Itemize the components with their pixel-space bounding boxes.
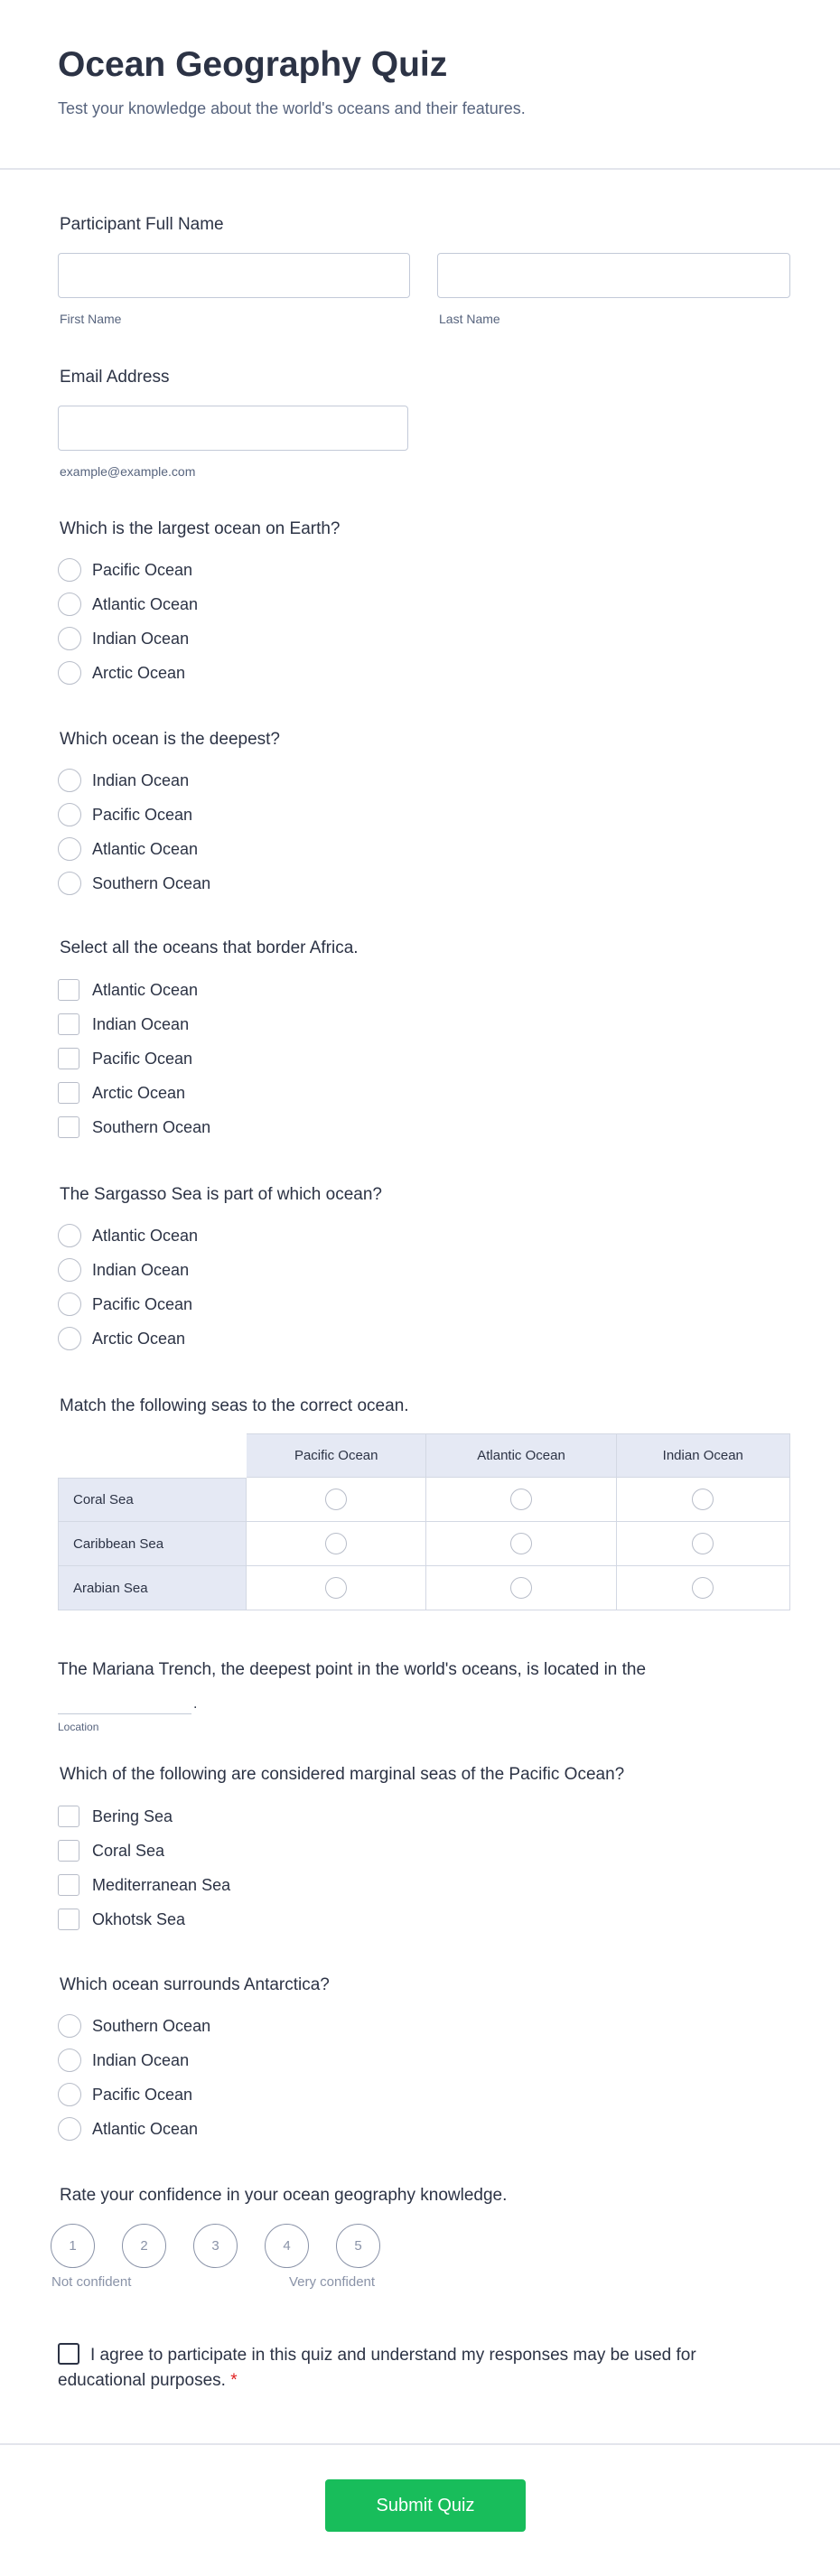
option-label: Okhotsk Sea bbox=[92, 1909, 186, 1928]
matrix-column-header: Pacific Ocean bbox=[247, 1433, 426, 1478]
options-group bbox=[58, 2009, 210, 2146]
radio-option[interactable] bbox=[58, 1321, 198, 1356]
checkbox-option[interactable] bbox=[58, 973, 210, 1007]
radio-option[interactable] bbox=[58, 2112, 210, 2146]
option-label: Southern Ocean bbox=[92, 873, 211, 892]
rating-option-5[interactable]: 5 bbox=[336, 2224, 380, 2268]
option-label: Atlantic Ocean bbox=[92, 594, 199, 613]
consent-checkbox[interactable] bbox=[58, 2343, 79, 2365]
last-name-sublabel: Last Name bbox=[439, 312, 500, 326]
checkbox-option[interactable] bbox=[58, 1007, 210, 1041]
radio-option[interactable] bbox=[58, 1218, 198, 1253]
radio-option[interactable] bbox=[58, 1253, 198, 1287]
radio-option[interactable] bbox=[58, 656, 198, 690]
option-label: Atlantic Ocean bbox=[92, 1226, 199, 1245]
rating-low-label: Not confident bbox=[51, 2274, 132, 2290]
footer-divider bbox=[0, 2443, 840, 2445]
rating-option-3[interactable]: 3 bbox=[193, 2224, 238, 2268]
radio-button[interactable] bbox=[58, 593, 81, 616]
checkbox-option[interactable] bbox=[58, 1799, 230, 1834]
radio-option[interactable] bbox=[58, 2009, 210, 2043]
radio-button[interactable] bbox=[58, 1258, 81, 1282]
option-label: Pacific Ocean bbox=[92, 1049, 193, 1068]
checkbox[interactable] bbox=[58, 1013, 79, 1035]
matrix-radio-button[interactable] bbox=[325, 1489, 347, 1510]
question-label: Which ocean is the deepest? bbox=[60, 730, 280, 749]
matrix-radio-button[interactable] bbox=[692, 1577, 714, 1599]
checkbox-option[interactable] bbox=[58, 1902, 230, 1937]
options-group bbox=[58, 973, 210, 1144]
matrix-cell bbox=[247, 1478, 426, 1522]
required-mark: * bbox=[230, 2371, 238, 2390]
radio-option[interactable] bbox=[58, 621, 198, 656]
radio-option[interactable] bbox=[58, 763, 210, 798]
page-title: Ocean Geography Quiz bbox=[58, 45, 448, 84]
email-label: Email Address bbox=[60, 368, 170, 387]
email-input[interactable] bbox=[58, 406, 408, 451]
page-subtitle: Test your knowledge about the world's oceans and their features. bbox=[58, 99, 526, 117]
option-label: Indian Ocean bbox=[92, 1014, 190, 1033]
full-name-label: Participant Full Name bbox=[60, 215, 224, 234]
email-sublabel: example@example.com bbox=[60, 464, 196, 479]
option-label: Pacific Ocean bbox=[92, 560, 193, 579]
matrix-radio-button[interactable] bbox=[692, 1533, 714, 1554]
matrix-cell bbox=[247, 1566, 426, 1610]
option-label: Bering Sea bbox=[92, 1806, 173, 1825]
first-name-sublabel: First Name bbox=[60, 312, 122, 326]
location-input[interactable] bbox=[58, 1691, 191, 1714]
checkbox[interactable] bbox=[58, 1909, 79, 1930]
radio-option[interactable] bbox=[58, 798, 210, 832]
matrix-cell bbox=[426, 1566, 616, 1610]
radio-button[interactable] bbox=[58, 661, 81, 685]
rating-option-2[interactable]: 2 bbox=[122, 2224, 166, 2268]
matrix-cell bbox=[247, 1522, 426, 1566]
radio-button[interactable] bbox=[58, 2014, 81, 2038]
checkbox[interactable] bbox=[58, 1840, 79, 1862]
radio-button[interactable] bbox=[58, 1327, 81, 1350]
radio-option[interactable] bbox=[58, 832, 210, 866]
radio-button[interactable] bbox=[58, 769, 81, 792]
matrix-cell bbox=[617, 1522, 790, 1566]
matrix-table bbox=[58, 1433, 790, 1610]
radio-button[interactable] bbox=[58, 2083, 81, 2106]
option-label: Atlantic Ocean bbox=[92, 839, 199, 858]
fill-blank-text: The Mariana Trench, the deepest point in the world's oceans, is located in the bbox=[58, 1660, 647, 1679]
matrix-radio-button[interactable] bbox=[692, 1489, 714, 1510]
question-label: Which is the largest ocean on Earth? bbox=[60, 519, 341, 538]
option-label: Indian Ocean bbox=[92, 2050, 190, 2069]
matrix-cell bbox=[426, 1522, 616, 1566]
checkbox[interactable] bbox=[58, 1806, 79, 1827]
option-label: Indian Ocean bbox=[92, 629, 190, 648]
matrix-row-header: Coral Sea bbox=[58, 1478, 247, 1522]
checkbox-option[interactable] bbox=[58, 1041, 210, 1076]
question-label: The Sargasso Sea is part of which ocean? bbox=[60, 1185, 382, 1204]
radio-button[interactable] bbox=[58, 627, 81, 650]
first-name-input[interactable] bbox=[58, 253, 410, 298]
radio-option[interactable] bbox=[58, 587, 198, 621]
radio-button[interactable] bbox=[58, 558, 81, 582]
option-label: Pacific Ocean bbox=[92, 805, 193, 824]
question-label: Which ocean surrounds Antarctica? bbox=[60, 1975, 330, 1994]
checkbox-option[interactable] bbox=[58, 1834, 230, 1868]
option-label: Pacific Ocean bbox=[92, 2085, 193, 2104]
last-name-input[interactable] bbox=[437, 253, 790, 298]
radio-button[interactable] bbox=[58, 872, 81, 895]
matrix-cell bbox=[426, 1478, 616, 1522]
option-label: Indian Ocean bbox=[92, 1260, 190, 1279]
matrix-radio-button[interactable] bbox=[510, 1577, 532, 1599]
rating-high-label: Very confident bbox=[289, 2274, 376, 2290]
rating-option-4[interactable]: 4 bbox=[265, 2224, 309, 2268]
option-label: Atlantic Ocean bbox=[92, 980, 199, 999]
option-label: Southern Ocean bbox=[92, 1117, 211, 1136]
option-label: Arctic Ocean bbox=[92, 663, 186, 682]
radio-button[interactable] bbox=[58, 837, 81, 861]
option-label: Atlantic Ocean bbox=[92, 2119, 199, 2138]
option-label: Coral Sea bbox=[92, 1841, 165, 1860]
matrix-radio-button[interactable] bbox=[510, 1533, 532, 1554]
matrix-row-header: Arabian Sea bbox=[58, 1566, 247, 1610]
matrix-corner bbox=[58, 1433, 247, 1478]
option-label: Southern Ocean bbox=[92, 2016, 211, 2035]
radio-option[interactable] bbox=[58, 2043, 210, 2077]
matrix-column-header: Indian Ocean bbox=[617, 1433, 790, 1478]
matrix-label: Match the following seas to the correct ocean. bbox=[60, 1396, 409, 1415]
consent-field bbox=[58, 2343, 708, 2394]
fill-blank-period: . bbox=[193, 1696, 198, 1712]
submit-quiz-button[interactable]: Submit Quiz bbox=[325, 2479, 526, 2532]
matrix-cell bbox=[617, 1566, 790, 1610]
checkbox-option[interactable] bbox=[58, 1868, 230, 1902]
matrix-row bbox=[58, 1566, 790, 1610]
matrix-row bbox=[58, 1478, 790, 1522]
options-group bbox=[58, 1218, 198, 1356]
matrix-radio-button[interactable] bbox=[510, 1489, 532, 1510]
radio-option[interactable] bbox=[58, 553, 198, 587]
option-label: Pacific Ocean bbox=[92, 1294, 193, 1313]
matrix-column-header: Atlantic Ocean bbox=[426, 1433, 616, 1478]
question-label: Which of the following are considered marginal seas of the Pacific Ocean? bbox=[60, 1765, 625, 1784]
checkbox[interactable] bbox=[58, 1116, 79, 1138]
rating-option-1[interactable]: 1 bbox=[51, 2224, 95, 2268]
matrix-row bbox=[58, 1522, 790, 1566]
radio-button[interactable] bbox=[58, 2117, 81, 2141]
matrix-row-header: Caribbean Sea bbox=[58, 1522, 247, 1566]
checkbox[interactable] bbox=[58, 1048, 79, 1069]
option-label: Mediterranean Sea bbox=[92, 1875, 231, 1894]
consent-text: I agree to participate in this quiz and understand my responses may be used for educational purposes. bbox=[58, 2346, 696, 2390]
radio-button[interactable] bbox=[58, 1293, 81, 1316]
rating-label: Rate your confidence in your ocean geography knowledge. bbox=[60, 2186, 508, 2205]
radio-option[interactable] bbox=[58, 2077, 210, 2112]
options-group bbox=[58, 1799, 230, 1937]
radio-button[interactable] bbox=[58, 2049, 81, 2072]
options-group bbox=[58, 553, 198, 690]
location-sublabel: Location bbox=[58, 1721, 99, 1733]
checkbox[interactable] bbox=[58, 1082, 79, 1104]
option-label: Arctic Ocean bbox=[92, 1329, 186, 1348]
checkbox[interactable] bbox=[58, 1874, 79, 1896]
question-label: Select all the oceans that border Africa. bbox=[60, 938, 359, 957]
matrix-cell bbox=[617, 1478, 790, 1522]
matrix-radio-button[interactable] bbox=[325, 1577, 347, 1599]
checkbox-option[interactable] bbox=[58, 1076, 210, 1110]
checkbox[interactable] bbox=[58, 979, 79, 1001]
matrix-radio-button[interactable] bbox=[325, 1533, 347, 1554]
option-label: Indian Ocean bbox=[92, 770, 190, 789]
option-label: Arctic Ocean bbox=[92, 1083, 186, 1102]
options-group bbox=[58, 763, 210, 901]
radio-button[interactable] bbox=[58, 803, 81, 826]
radio-button[interactable] bbox=[58, 1224, 81, 1247]
header-divider bbox=[0, 168, 840, 170]
radio-option[interactable] bbox=[58, 1287, 198, 1321]
radio-option[interactable] bbox=[58, 866, 210, 901]
checkbox-option[interactable] bbox=[58, 1110, 210, 1144]
